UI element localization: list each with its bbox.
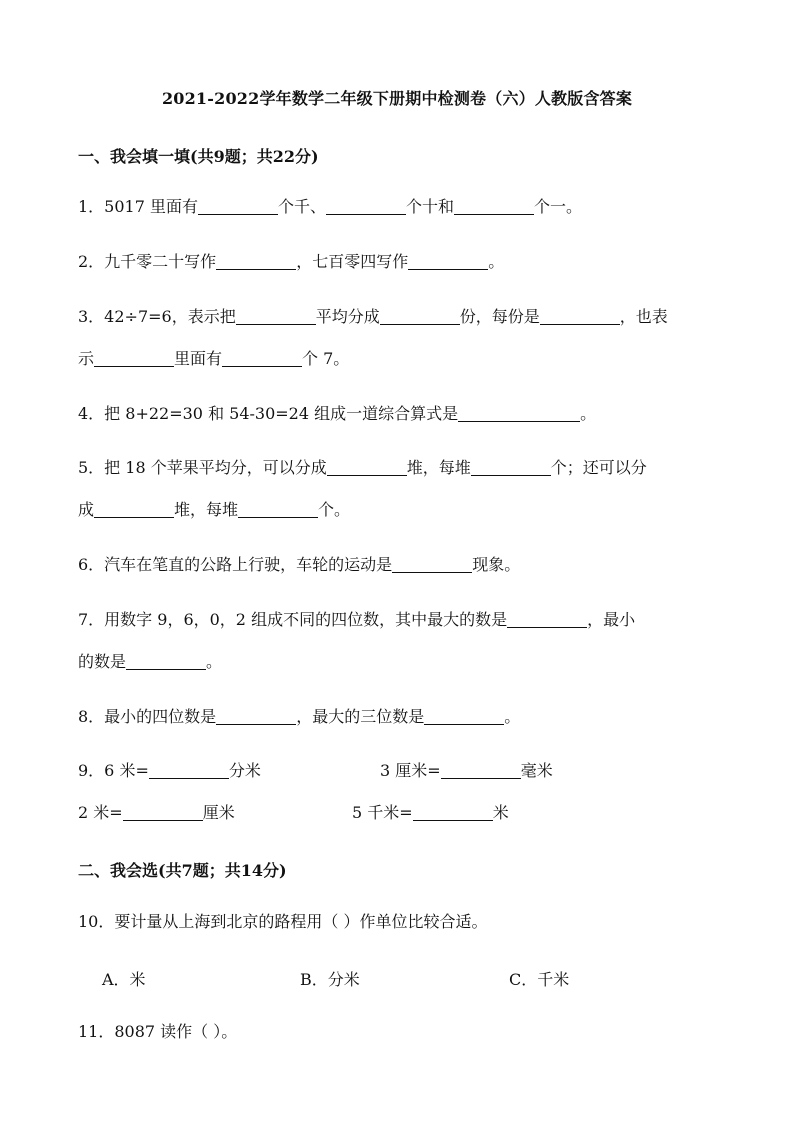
answer-blank[interactable] <box>126 653 206 670</box>
q7-text: 。 <box>206 652 223 671</box>
answer-blank[interactable] <box>236 308 316 325</box>
q8-text: 8．最小的四位数是 <box>78 707 217 726</box>
question-10: 10．要计量从上海到北京的路程用（ ）作单位比较合适。 <box>78 912 488 931</box>
question-6 <box>78 555 520 575</box>
answer-blank[interactable] <box>326 198 406 215</box>
question-2 <box>78 252 504 272</box>
q9-text: 厘米 <box>202 803 235 822</box>
answer-blank[interactable] <box>540 308 620 325</box>
q1-text: 个一。 <box>534 197 583 216</box>
question-3-line-2 <box>78 349 349 369</box>
q6-text: 现象。 <box>472 555 521 574</box>
question-5-line-2 <box>78 500 350 520</box>
q3-text: 示 <box>78 349 95 368</box>
option-b[interactable]: B．分米 <box>300 970 360 989</box>
q5-text: 5．把 18 个苹果平均分，可以分成 <box>78 458 327 477</box>
answer-blank[interactable] <box>424 708 504 725</box>
q9-text: 3 厘米= <box>380 761 441 780</box>
question-8 <box>78 707 520 727</box>
answer-blank[interactable] <box>123 804 203 821</box>
q3-text: 里面有 <box>174 349 223 368</box>
q5-text: 个；还可以分 <box>550 458 647 477</box>
answer-blank[interactable] <box>94 350 174 367</box>
question-9-row-2-left <box>78 803 235 823</box>
q9-text: 5 千米= <box>352 803 413 822</box>
answer-blank[interactable] <box>408 253 488 270</box>
answer-blank[interactable] <box>149 762 229 779</box>
answer-blank[interactable] <box>216 253 296 270</box>
q5-text: 堆，每堆 <box>174 500 239 519</box>
q5-text: 堆，每堆 <box>406 458 471 477</box>
page-title: 2021-2022学年数学二年级下册期中检测卷（六）人教版含答案 <box>161 89 633 108</box>
q9-text: 9．6 米= <box>78 761 149 780</box>
q1-text: 个十和 <box>406 197 455 216</box>
answer-blank[interactable] <box>380 308 460 325</box>
answer-blank[interactable] <box>238 501 318 518</box>
question-1 <box>78 197 582 217</box>
q3-text: 平均分成 <box>315 307 380 326</box>
q5-text: 成 <box>78 500 95 519</box>
q3-text: ，也表 <box>619 307 668 326</box>
q3-text: 份，每份是 <box>459 307 540 326</box>
option-a[interactable]: A．米 <box>102 970 146 989</box>
q3-text: 个 7。 <box>302 349 350 368</box>
q1-text: 1．5017 里面有 <box>78 197 198 216</box>
question-4 <box>78 404 596 424</box>
q9-text: 分米 <box>228 761 261 780</box>
q4-text: 4．把 8+22=30 和 54-30=24 组成一道综合算式是 <box>78 404 459 423</box>
q4-text: 。 <box>580 404 597 423</box>
q7-text: ，最小 <box>587 610 636 629</box>
answer-blank[interactable] <box>222 350 302 367</box>
question-11: 11．8087 读作（ ）。 <box>78 1022 238 1041</box>
q5-text: 个。 <box>318 500 351 519</box>
q6-text: 6．汽车在笔直的公路上行驶，车轮的运动是 <box>78 555 393 574</box>
q3-text: 3．42÷7=6，表示把 <box>78 307 236 326</box>
question-3-line-1 <box>78 307 668 327</box>
option-c[interactable]: C．千米 <box>509 970 570 989</box>
answer-blank[interactable] <box>471 459 551 476</box>
q2-text: 。 <box>488 252 505 271</box>
question-9-row-2-right <box>352 803 509 823</box>
q9-text: 2 米= <box>78 803 123 822</box>
question-9-row-1-left <box>78 761 261 781</box>
question-7-line-2 <box>78 652 222 672</box>
answer-blank[interactable] <box>507 611 587 628</box>
q2-text: ，七百零四写作 <box>296 252 409 271</box>
answer-blank[interactable] <box>327 459 407 476</box>
answer-blank[interactable] <box>216 708 296 725</box>
q9-text: 米 <box>492 803 509 822</box>
q9-text: 毫米 <box>520 761 553 780</box>
answer-blank[interactable] <box>458 405 580 422</box>
question-9-row-1-right <box>380 761 553 781</box>
answer-blank[interactable] <box>413 804 493 821</box>
answer-blank[interactable] <box>94 501 174 518</box>
q2-text: 2．九千零二十写作 <box>78 252 217 271</box>
answer-blank[interactable] <box>198 198 278 215</box>
answer-blank[interactable] <box>454 198 534 215</box>
question-7-line-1 <box>78 610 635 630</box>
q8-text: 。 <box>504 707 521 726</box>
q7-text: 7．用数字 9，6，0，2 组成不同的四位数，其中最大的数是 <box>78 610 508 629</box>
section-heading-fill: 一、我会填一填(共9题；共22分) <box>78 147 319 166</box>
q1-text: 个千、 <box>278 197 327 216</box>
q7-text: 的数是 <box>78 652 127 671</box>
answer-blank[interactable] <box>441 762 521 779</box>
question-5-line-1 <box>78 458 647 478</box>
q8-text: ，最大的三位数是 <box>296 707 425 726</box>
answer-blank[interactable] <box>392 556 472 573</box>
section-heading-choose: 二、我会选(共7题；共14分) <box>78 861 287 880</box>
